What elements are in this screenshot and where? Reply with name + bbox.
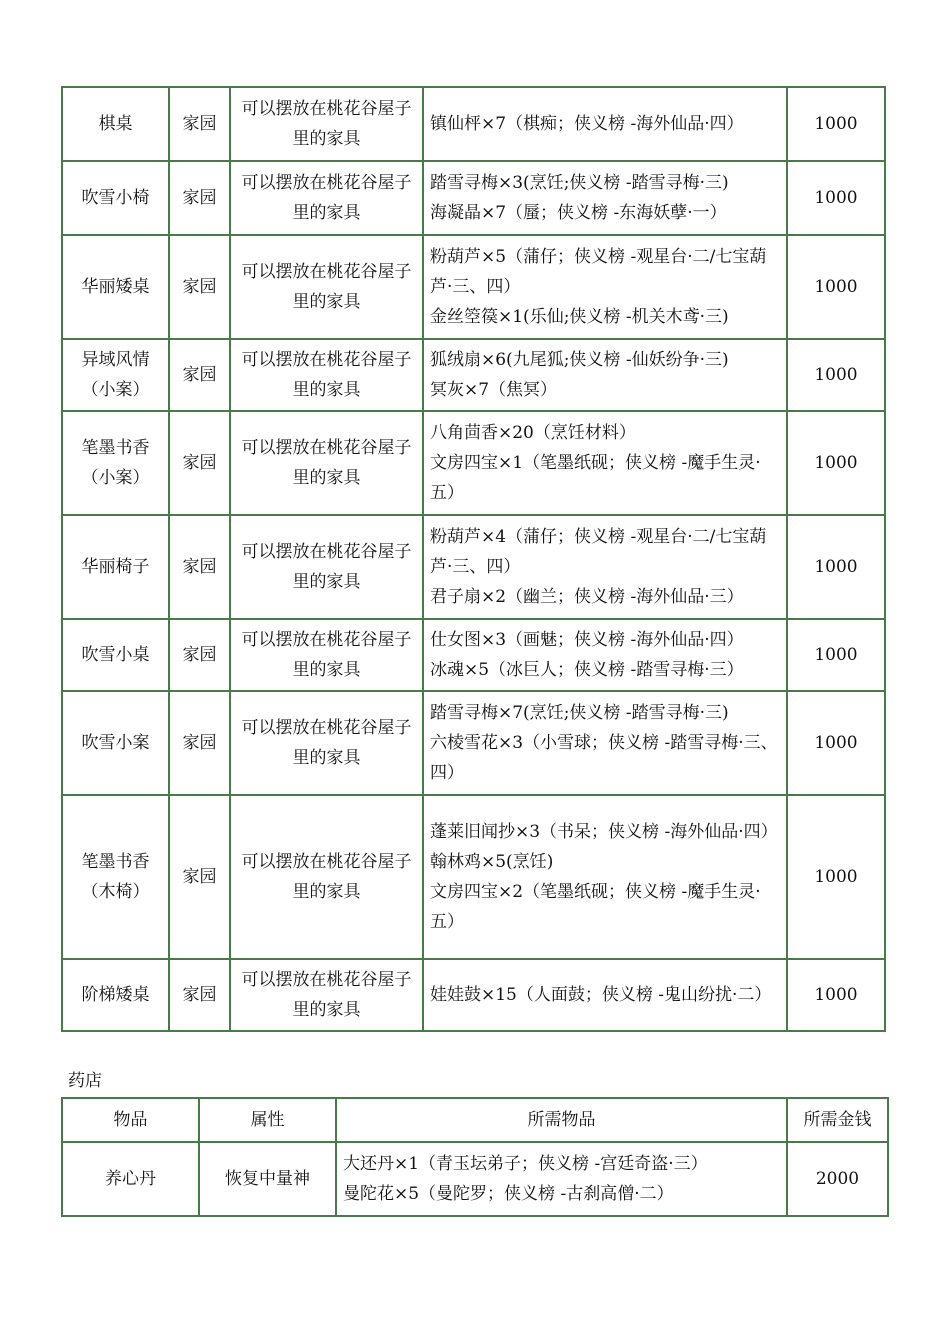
section-title-pharmacy: 药店: [68, 1071, 102, 1091]
header-attribute: 属性: [199, 1098, 336, 1142]
cell-description: 可以摆放在桃花谷屋子里的家具: [230, 235, 423, 339]
cell-price: 1000: [787, 619, 885, 691]
cell-price: 2000: [787, 1142, 888, 1216]
cell-price: 1000: [787, 161, 885, 235]
cell-attribute: 家园: [169, 959, 230, 1031]
cell-description: 可以摆放在桃花谷屋子里的家具: [230, 339, 423, 411]
requirement-line: 君子扇×2（幽兰；侠义榜 -海外仙品·三）: [430, 587, 744, 607]
cell-item: 棋桌: [62, 87, 169, 161]
cell-price: 1000: [787, 515, 885, 619]
requirement-line: 曼陀花×5（曼陀罗；侠义榜 -古刹高僧·二）: [343, 1184, 674, 1204]
requirement-line: 大还丹×1（青玉坛弟子；侠义榜 -宫廷奇盗·三）: [343, 1154, 708, 1174]
requirement-line: 八角茴香×20（烹饪材料）: [430, 423, 636, 443]
cell-attribute: 家园: [169, 235, 230, 339]
table-row: [62, 339, 885, 411]
requirement-line: 六棱雪花×3（小雪球；侠义榜 -踏雪寻梅·三、四）: [430, 733, 778, 783]
header-item: 物品: [62, 1098, 199, 1142]
cell-description: 可以摆放在桃花谷屋子里的家具: [230, 87, 423, 161]
cell-attribute: 恢复中量神: [199, 1142, 336, 1216]
requirement-line: 冰魂×5（冰巨人；侠义榜 -踏雪寻梅·三）: [430, 660, 744, 680]
table-row: [62, 87, 885, 161]
cell-price: 1000: [787, 959, 885, 1031]
cell-item: 华丽矮桌: [62, 235, 169, 339]
header-requirements: 所需物品: [336, 1098, 787, 1142]
requirement-line: 粉葫芦×5（蒲仔；侠义榜 -观星台·二/七宝葫芦·三、四）: [430, 247, 767, 297]
requirement-line: 金丝箜篌×1(乐仙;侠义榜 -机关木鸢·三): [430, 307, 729, 327]
cell-price: 1000: [787, 235, 885, 339]
cell-attribute: 家园: [169, 515, 230, 619]
requirement-line: 踏雪寻梅×3(烹饪;侠义榜 -踏雪寻梅·三): [430, 173, 729, 193]
table-row: [62, 515, 885, 619]
requirement-line: 蓬莱旧闻抄×3（书呆；侠义榜 -海外仙品·四）: [430, 822, 778, 842]
table-row: [62, 161, 885, 235]
cell-attribute: 家园: [169, 619, 230, 691]
cell-description: 可以摆放在桃花谷屋子里的家具: [230, 795, 423, 959]
cell-price: 1000: [787, 691, 885, 795]
cell-item: 华丽椅子: [62, 515, 169, 619]
cell-description: 可以摆放在桃花谷屋子里的家具: [230, 411, 423, 515]
cell-item: 阶梯矮桌: [62, 959, 169, 1031]
requirement-line: 翰林鸡×5(烹饪): [430, 852, 554, 872]
cell-attribute: 家园: [169, 161, 230, 235]
requirement-line: 镇仙枰×7（棋痴；侠义榜 -海外仙品·四）: [430, 114, 744, 134]
cell-requirements: [423, 515, 787, 619]
cell-price: 1000: [787, 411, 885, 515]
requirement-line: 文房四宝×2（笔墨纸砚；侠义榜 -魔手生灵·五）: [430, 882, 761, 932]
cell-requirements: [423, 161, 787, 235]
cell-description: 可以摆放在桃花谷屋子里的家具: [230, 691, 423, 795]
cell-requirements: [423, 235, 787, 339]
table-row: [62, 795, 885, 959]
cell-description: 可以摆放在桃花谷屋子里的家具: [230, 619, 423, 691]
cell-requirements: [423, 619, 787, 691]
cell-attribute: 家园: [169, 795, 230, 959]
cell-item: 吹雪小椅: [62, 161, 169, 235]
cell-requirements: [423, 339, 787, 411]
cell-attribute: 家园: [169, 411, 230, 515]
cell-item: 吹雪小案: [62, 691, 169, 795]
requirement-line: 踏雪寻梅×7(烹饪;侠义榜 -踏雪寻梅·三): [430, 703, 729, 723]
cell-item: 笔墨书香（木椅）: [62, 795, 169, 959]
cell-description: 可以摆放在桃花谷屋子里的家具: [230, 161, 423, 235]
requirement-line: 仕女图×3（画魅；侠义榜 -海外仙品·四）: [430, 630, 744, 650]
cell-attribute: 家园: [169, 339, 230, 411]
cell-price: 1000: [787, 795, 885, 959]
cell-item: 异域风情（小案）: [62, 339, 169, 411]
table-row: [62, 619, 885, 691]
table-row: [62, 235, 885, 339]
cell-item: 吹雪小桌: [62, 619, 169, 691]
requirement-line: 冥灰×7（焦冥）: [430, 380, 558, 400]
cell-attribute: 家园: [169, 691, 230, 795]
cell-description: 可以摆放在桃花谷屋子里的家具: [230, 515, 423, 619]
cell-requirements: [423, 411, 787, 515]
header-price: 所需金钱: [787, 1098, 888, 1142]
table-row: [62, 1142, 888, 1216]
cell-requirements: [336, 1142, 787, 1216]
table-header-row: [62, 1098, 888, 1142]
cell-requirements: [423, 795, 787, 959]
requirement-line: 娃娃鼓×15（人面鼓；侠义榜 -鬼山纷扰·二）: [430, 985, 772, 1005]
requirement-line: 文房四宝×1（笔墨纸砚；侠义榜 -魔手生灵·五）: [430, 453, 761, 503]
cell-price: 1000: [787, 87, 885, 161]
cell-attribute: 家园: [169, 87, 230, 161]
table-row: [62, 691, 885, 795]
requirement-line: 粉葫芦×4（蒲仔；侠义榜 -观星台·二/七宝葫芦·三、四）: [430, 527, 767, 577]
cell-requirements: [423, 87, 787, 161]
table-row: [62, 959, 885, 1031]
requirement-line: 海凝晶×7（蜃；侠义榜 -东海妖孽·一）: [430, 203, 727, 223]
requirement-line: 狐绒扇×6(九尾狐;侠义榜 -仙妖纷争·三): [430, 350, 729, 370]
cell-item: 养心丹: [62, 1142, 199, 1216]
cell-price: 1000: [787, 339, 885, 411]
furniture-table: [61, 86, 886, 1032]
cell-requirements: [423, 959, 787, 1031]
table-row: [62, 411, 885, 515]
cell-item: 笔墨书香（小案）: [62, 411, 169, 515]
cell-requirements: [423, 691, 787, 795]
cell-description: 可以摆放在桃花谷屋子里的家具: [230, 959, 423, 1031]
pharmacy-table: [61, 1097, 889, 1217]
